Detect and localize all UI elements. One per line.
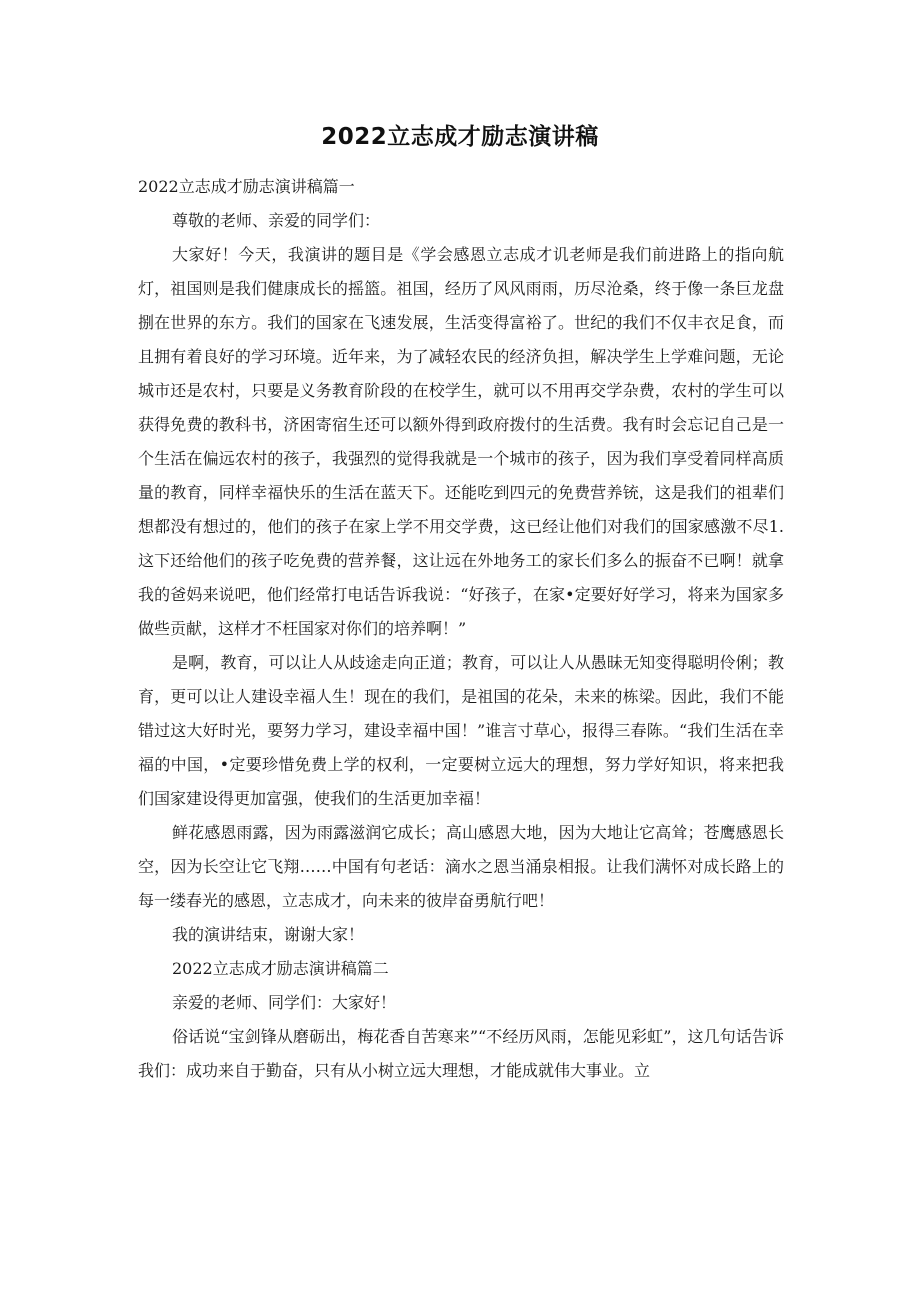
paragraph-2: 是啊，教育，可以让人从歧途走向正道；教育，可以让人从愚昧无知变得聪明伶俐；教育，更可以让人建设幸福人生！现在的我们，是祖国的花朵，未来的栋梁。因此，我们不能错过这大好时光，要努力学习，建设幸福中国！”谁言寸草心，报得三春陈。“我们生活在幸福的中国，•定要珍惜免费上学的权利，一定要树立远大的理想，努力学好知识，将来把我们国家建设得更加富强，使我们的生活更加幸福！ xyxy=(138,653,784,808)
paragraph-4: 俗话说“宝剑锋从磨砺出，梅花香自苦寒来”“不经历风雨，怎能见彩虹”，这几句话告诉我们：成功来自于勤奋，只有从小树立远大理想，才能成就伟大事业。立 xyxy=(138,1027,784,1080)
document-title: 2022立志成才励志演讲稿 xyxy=(321,124,599,150)
closing-line: 我的演讲结束，谢谢大家！ xyxy=(172,925,365,944)
paragraph-1: 大家好！今天，我演讲的题目是《学会感恩立志成才讥老师是我们前进路上的指向航灯，祖国则是我们健康成长的摇篮。祖国，经历了风风雨雨，历尽沧桑，终于像一条巨龙盘捌在世界的东方。我们的国家在飞速发展，生活变得富裕了。世纪的我们不仅丰衣足食，而且拥有着良好的学习环境。近年来，为了减轻农民的经济负担，解决学生上学难问题，无论城市还是农村，只要是义务教育阶段的在校学生，就可以不用再交学杂费，农村的学生可以获得免费的教科书，济困寄宿生还可以额外得到政府拨付的生活费。我有时会忘记自己是一个生活在偏远农村的孩子，我强烈的觉得我就是一个城市的孩子，因为我们享受着同样高质量的教育，同样幸福快乐的生活在蓝天下。还能吃到四元的免费营养铳，这是我们的祖辈们想都没有想过的，他们的孩子在家上学不用交学费，这已经让他们对我们的国家感激不尽1.这下还给他们的孩子吃免费的营养餐，这让远在外地务工的家长们多么的振奋不已啊！就拿我的爸妈来说吧，他们经常打电话告诉我说：“好孩子，在家•定要好好学习，将来为国家多做些贡献，这样才不枉国家对你们的培养啊！” xyxy=(138,245,784,638)
document-body xyxy=(138,170,784,1088)
section-heading-1: 2022立志成才励志演讲稿篇一 xyxy=(138,177,355,196)
salutation-1: 尊敬的老师、亲爱的同学们： xyxy=(172,211,381,230)
paragraph-3: 鲜花感恩雨露，因为雨露滋润它成长；高山感恩大地，因为大地让它高耸；苍鹰感恩长空，因为长空让它飞翔……中国有句老话：滴水之恩当涌泉相报。让我们满怀对成长路上的每一缕春光的感恩，立志成才，向未来的彼岸奋勇航行吧！ xyxy=(138,823,784,910)
salutation-2: 亲爱的老师、同学们：大家好！ xyxy=(172,993,397,1012)
section-heading-2: 2022立志成才励志演讲稿篇二 xyxy=(172,959,389,978)
